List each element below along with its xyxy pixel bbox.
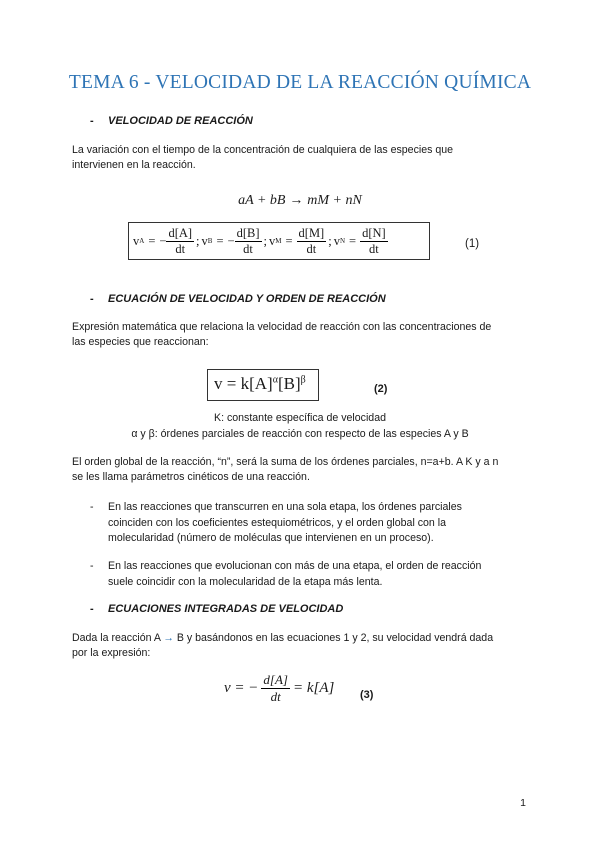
page-title: TEMA 6 - VELOCIDAD DE LA REACCIÓN QUÍMICA	[68, 72, 532, 93]
alpha-exponent: α	[272, 374, 278, 386]
section-heading-text: VELOCIDAD DE REACCIÓN	[108, 115, 253, 127]
list-bullet: -	[90, 501, 94, 513]
equation-3	[224, 672, 334, 705]
velocity-symbol: v	[268, 233, 276, 248]
rate-law-b: [B]	[277, 374, 301, 393]
reaction-arrow-icon: →	[163, 632, 174, 644]
equals-sign: =	[285, 233, 293, 248]
equals-sign: =	[216, 233, 224, 248]
list-line: En las reacciones que evolucionan con más de una etapa, el orden de reacción	[108, 560, 482, 572]
equation-2-label: (2)	[374, 383, 388, 395]
separator: ;	[328, 233, 332, 248]
equation-3-lhs: v = −	[224, 680, 259, 696]
paragraph-definition	[72, 143, 528, 173]
paragraph-line: La variación con el tiempo de la concentración de cualquiera de las especies que	[72, 144, 454, 156]
equation-3-label: (3)	[360, 689, 374, 701]
reaction-equation	[0, 191, 600, 209]
list-bullet: -	[90, 560, 94, 572]
paragraph-line: se les llama parámetros cinéticos de una reacción.	[72, 471, 310, 483]
section-heading-text: ECUACIONES INTEGRADAS DE VELOCIDAD	[108, 603, 344, 615]
minus-sign: −	[227, 233, 235, 248]
list-line: molecularidad (número de moléculas que intervienen en un proceso).	[108, 532, 434, 544]
fraction: $\frac{d[A]}{dt}$	[168, 225, 193, 256]
equation-2	[214, 374, 306, 394]
velocity-subscript: N	[339, 237, 346, 245]
caption-k: K: constante específica de velocidad	[214, 412, 386, 424]
equals-sign: =	[349, 233, 357, 248]
fraction: $\frac{d[N]}{dt}$	[362, 225, 386, 256]
fraction: $\frac{d[A]}{dt}$	[263, 672, 288, 704]
velocity-subscript: M	[275, 237, 282, 245]
velocity-subscript: A	[139, 237, 145, 245]
rate-law-lhs: v = k[A]	[214, 374, 273, 393]
equation-1	[133, 223, 388, 259]
equals-sign: =	[148, 233, 156, 248]
paragraph-line: El orden global de la reacción, “n”, será la suma de los órdenes parciales, n=a+b. A K y a n	[72, 456, 499, 468]
list-line: suele coincidir con la molecularidad de la etapa más lenta.	[108, 575, 383, 588]
list-line: En las reacciones que transcurren en una sola etapa, los órdenes parciales	[108, 501, 462, 513]
minus-sign: −	[159, 233, 167, 248]
separator: ;	[196, 233, 200, 248]
paragraph-line: por la expresión:	[72, 647, 151, 659]
separator: ;	[263, 233, 267, 248]
reaction-arrow: →	[289, 193, 304, 208]
velocity-symbol: v	[133, 233, 140, 248]
list-line: coinciden con los coeficientes estequiométricos, y el orden global con la	[108, 516, 447, 529]
equation-2-box	[207, 369, 319, 401]
equation-3-rhs: = k[A]	[292, 680, 335, 696]
fraction: $\frac{d[B]}{dt}$	[236, 225, 260, 256]
equation-1-box	[128, 222, 430, 260]
paragraph-line: las especies que reaccionan:	[72, 336, 209, 348]
paragraph-given-reaction	[72, 631, 528, 661]
paragraph-global-order	[72, 455, 528, 485]
paragraph-line: intervienen en la reacción.	[72, 159, 196, 171]
caption-orders: α y β: órdenes parciales de reacción con respecto de las especies A y B	[131, 428, 469, 440]
reaction-products: mM + nN	[307, 193, 362, 208]
velocity-symbol: v	[333, 233, 340, 248]
velocity-symbol: v	[201, 233, 208, 248]
reaction-reactants: aA + bB	[238, 193, 286, 208]
fraction: $\frac{d[M]}{dt}$	[298, 225, 325, 256]
paragraph-expression	[72, 320, 528, 350]
paragraph-line: Dada la reacción A → B y basándonos en las ecuaciones 1 y 2, su velocidad vendrá dada	[72, 632, 494, 644]
velocity-subscript: B	[207, 237, 213, 245]
beta-exponent: β	[300, 374, 306, 386]
section-heading-text: ECUACIÓN DE VELOCIDAD Y ORDEN DE REACCIÓN	[108, 293, 386, 305]
section-bullet: -	[90, 115, 94, 127]
section-bullet: -	[90, 603, 94, 615]
paragraph-line: Expresión matemática que relaciona la velocidad de reacción con las concentraciones de	[72, 321, 492, 333]
section-bullet: -	[90, 293, 94, 305]
equation-1-label: (1)	[465, 238, 480, 250]
page-number: 1	[520, 797, 526, 809]
